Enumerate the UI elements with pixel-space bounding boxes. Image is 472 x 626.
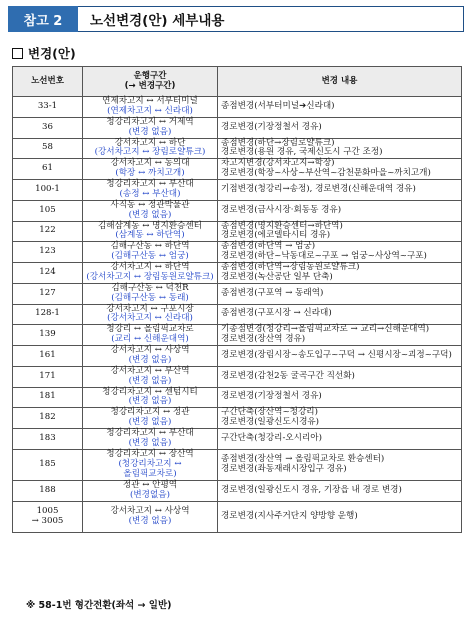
changed-section: (학장 ↔ 까치고개) [115,168,185,179]
route-number: 36 [42,121,53,132]
route-number-cell [13,97,83,118]
table-body [13,97,462,533]
change-details-cell [218,283,462,304]
table-row [13,449,462,480]
changed-section: (변경 없음) [128,515,172,526]
current-section: 사직동 ↔ 정관박물관 [110,199,190,210]
route-section-cell [83,304,218,325]
footnote: ※ 58-1번 형간전환(좌석 → 일반) [26,600,172,611]
route-section-cell [83,449,218,480]
route-section-cell [83,387,218,408]
change-details-cell [218,480,462,501]
current-section: 정관 ↔ 안평역 [122,479,178,490]
changed-section: (변경 없음) [128,209,172,220]
table-header-row [13,67,462,97]
change-detail-line: 종점변경(구포역 → 동래역) [221,287,324,298]
changed-section: (변경 없음) [128,354,172,365]
route-number-cell [13,480,83,501]
change-details-cell [218,97,462,118]
change-detail-line: 경로변경(지사주거단지 양방향 운행) [221,510,358,521]
header-details: 변경 내용 [218,67,462,97]
route-section-cell [83,346,218,367]
changed-section: (청강리차고지 ↔ [118,458,182,469]
table-row [13,242,462,263]
route-number-cell [13,263,83,284]
changed-section: (변경 없음) [128,126,172,137]
route-number: 171 [39,370,56,381]
route-number: 123 [39,246,56,257]
change-detail-line: 종점변경(명지환승센터→하단역) [221,220,343,231]
route-number-cell [13,138,83,159]
current-section: 청강리차고지 ↔ 부산대 [106,179,194,189]
table-row [13,138,462,159]
change-details-cell [218,138,462,159]
route-number: 183 [39,432,56,443]
change-details-cell [218,159,462,180]
table-row [13,346,462,367]
route-number: 182 [39,412,56,423]
current-section: 강서차고지 ↔ 사상역 [110,345,190,355]
route-section-cell [83,221,218,242]
change-details-cell [218,117,462,138]
current-section: 강서차고지 ↔ 부산역 [110,365,190,376]
change-detail-line: 경로변경(좌동재래시장입구 경유) [221,463,347,474]
route-number: 127 [39,287,56,298]
changed-section: (강서차고지 ↔ 장림로얄튜크) [94,147,206,158]
route-number-cell [13,283,83,304]
change-details-cell [218,449,462,480]
table-row [13,304,462,325]
current-section: 청강리차고지 ↔ 부산대 [106,428,194,438]
change-detail-line: 종점변경(장산역 → 올림픽교차로 환승센터) [221,453,385,464]
change-detail-line: 구간단축(장산역~청강리) [221,407,318,418]
route-number-new: → 3005 [31,515,64,526]
change-detail-line: 차고지변경(강서차고지→학장) [221,158,335,169]
change-detail-line: 종점변경(하단→장림로얄튜크) [221,137,335,148]
changed-section: (변경 없음) [128,396,172,407]
route-section-cell [83,263,218,284]
changed-section: (변경 없음) [128,417,172,428]
current-section: 김해구산동 ↔ 하단역 [110,241,190,252]
page-header [8,6,464,32]
route-number: 188 [39,484,56,495]
change-detail-line: 경로변경(장산역 경유) [221,334,306,345]
change-details-cell [218,408,462,429]
change-details-cell [218,221,462,242]
change-detail-line: 경로변경(일광신도시 경유, 기장읍 내 경로 변경) [221,484,402,495]
change-detail-line: 기점변경(청강리→송정), 경로변경(신해운대역 경유) [221,183,416,194]
change-detail-line: 경로변경(장림시장~송도입구~구덕 → 신평시장~괴정~구덕) [221,349,452,360]
table-row [13,180,462,201]
route-number-cell [13,117,83,138]
route-section-cell [83,138,218,159]
changed-section: (강서차고지 ↔ 장림동원로얄튜크) [86,271,214,282]
change-detail-line: 경로변경(학장~사상~부산역~감천문화마을~까치고개) [221,168,431,179]
route-number: 61 [42,163,53,174]
change-detail-line: 구간단축(청강리-오시리아) [221,432,322,443]
current-section: 연제차고지 ↔ 서부터미널 [102,96,198,106]
route-number-cell [13,408,83,429]
current-section: 청강리차고지 ↔ 정관 [110,407,190,418]
current-section: 강서차고지 ↔ 사상역 [110,505,190,516]
route-number-cell [13,325,83,346]
route-number-cell [13,501,83,532]
change-detail-line: 종점변경(서부터미널➔신라대) [221,100,335,111]
section-title: 변경(안) [28,46,76,61]
header-section [83,67,218,97]
table-row [13,263,462,284]
change-details-cell [218,242,462,263]
current-section: 강서차고지 ↔ 하단 [114,137,186,148]
route-section-cell [83,408,218,429]
route-number: 181 [39,391,56,402]
route-number: 122 [39,225,56,236]
route-number: 33-1 [37,100,58,111]
route-section-cell [83,325,218,346]
change-details-cell [218,366,462,387]
current-section: 청강리 ↔ 올림픽교차로 [106,324,194,335]
change-detail-line: 경로변경(감천2동 굴곡구간 직선화) [221,370,355,381]
route-section-cell [83,366,218,387]
changed-section: (김해구산동 ↔ 동래) [111,292,189,303]
changed-section: (김해구산동 ↔ 엄궁) [111,251,189,262]
route-number-cell [13,346,83,367]
route-section-cell [83,159,218,180]
page-title: 노선변경(안) 세부내용 [78,6,464,32]
route-number-cell [13,449,83,480]
change-detail-line: 경로변경(에코델타시티 경유) [221,230,331,241]
table-row [13,221,462,242]
changed-section: (연제차고지 ↔ 신라대) [107,105,193,116]
change-details-cell [218,325,462,346]
change-detail-line: 경로변경(기장정철서 경유) [221,121,322,132]
header-route-no: 노선번호 [13,67,83,97]
square-bullet-icon [12,48,23,59]
route-number: 1005 [36,505,59,516]
route-number-cell [13,429,83,450]
route-section-cell [83,180,218,201]
route-section-cell [83,117,218,138]
table-row [13,325,462,346]
table-row [13,366,462,387]
change-detail-line: 경로변경(금사시장·회동동 경유) [221,204,342,215]
route-number-cell [13,200,83,221]
route-number-cell [13,180,83,201]
header-section-line2: (→ 변경구간) [124,80,176,91]
changed-section: (삼계동 ↔ 하단역) [115,230,185,241]
route-change-table [12,66,462,533]
route-number: 128-1 [35,308,60,319]
change-details-cell [218,346,462,367]
change-detail-line: 경로변경(하단~낙동대로~구포 → 엄궁~사상역~구포) [221,251,427,262]
route-section-cell [83,242,218,263]
table-row [13,200,462,221]
current-section: 청강리차고지 ↔ 거제역 [106,116,194,127]
table-row [13,408,462,429]
table-row [13,97,462,118]
current-section: 청강리차고지 ↔ 장산역 [106,448,194,459]
route-number: 139 [39,329,56,340]
change-details-cell [218,200,462,221]
table-row [13,429,462,450]
route-number-cell [13,159,83,180]
current-section: 김해삼계동 ↔ 명지환승센터 [98,220,202,231]
changed-section: (교리 ↔ 신해운대역) [111,334,189,345]
table-row [13,480,462,501]
table-row [13,159,462,180]
changed-section: (변경 없음) [128,375,172,386]
table-row [13,283,462,304]
route-number-cell [13,366,83,387]
reference-number-badge: 참고 2 [8,6,78,32]
table-row [13,501,462,532]
route-number: 100-1 [35,183,60,194]
route-section-cell [83,429,218,450]
route-number: 124 [39,266,56,277]
route-section-cell [83,97,218,118]
change-detail-line: 종점변경(하단역→장림동원로얄튜크) [221,262,360,272]
current-section: 김해구산동 ↔ 덕천R [111,282,189,293]
route-number: 161 [39,349,56,360]
route-section-cell [83,200,218,221]
change-details-cell [218,304,462,325]
change-details-cell [218,263,462,284]
route-section-cell [83,283,218,304]
change-detail-line: 종점변경(하단역 → 엄궁) [221,241,316,252]
change-details-cell [218,180,462,201]
change-details-cell [218,429,462,450]
route-section-cell [83,480,218,501]
route-number-cell [13,304,83,325]
change-detail-line: 기종점변경(청강리→올림픽교차로 → 교리→신해운대역) [221,324,430,335]
change-detail-line: 경로변경(녹산공단 일부 단축) [221,271,333,282]
changed-section: (변경 없음) [128,437,172,448]
route-number-cell [13,387,83,408]
route-number-cell [13,221,83,242]
change-detail-line: 경로변경(용원 경유, 국제신도시 구간 조정) [221,147,383,158]
table-row [13,117,462,138]
changed-section: (송정 ↔ 부산대) [119,188,181,199]
route-number: 105 [39,204,56,215]
current-section: 청강리차고지 ↔ 센텀시티 [102,386,198,397]
changed-section: (강서차고지 ↔ 신라대) [107,313,193,324]
change-details-cell [218,501,462,532]
table-row [13,387,462,408]
section-heading [12,44,76,62]
change-details-cell [218,387,462,408]
current-section: 강서차고지 ↔ 하단역 [110,262,190,272]
changed-section-cont: 올림픽교차로) [123,468,177,479]
route-number: 185 [39,458,56,469]
change-detail-line: 경로변경(기장정철서 경유) [221,391,322,402]
current-section: 강서차고지 ↔ 구포시장 [106,303,194,314]
route-section-cell [83,501,218,532]
change-detail-line: 종점변경(구포시장 → 신라대) [221,308,332,319]
route-number-cell [13,242,83,263]
route-number: 58 [42,142,53,153]
header-section-line1: 운행구간 [133,70,167,81]
changed-section: (변경없음) [130,489,170,500]
change-detail-line: 경로변경(일광신도시경유) [221,417,320,428]
current-section: 강서차고지 ↔ 동의대 [110,158,190,169]
